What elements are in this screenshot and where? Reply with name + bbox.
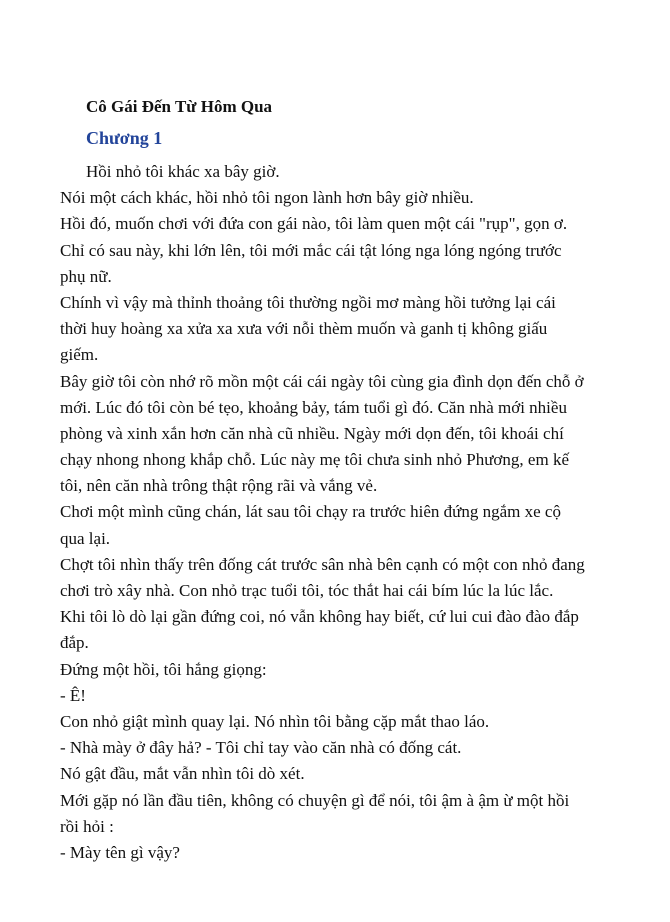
body-text [60,159,620,866]
text-line: mới. Lúc đó tôi còn bé tẹo, khoảng bảy, tám tuổi gì đó. Căn nhà mới nhiều [60,397,567,417]
text-line: Con nhỏ giật mình quay lại. Nó nhìn tôi bằng cặp mắt thao láo. [60,711,490,731]
text-line: Nói một cách khác, hồi nhỏ tôi ngon lành hơn bây giờ nhiều. [60,188,474,208]
text-line: Khi tôi lò dò lại gần đứng coi, nó vẫn không hay biết, cứ lui cui đào đào đắp [60,607,579,627]
text-line: tôi, nên căn nhà trông thật rộng rãi và vắng vẻ. [60,476,378,496]
text-line: chạy nhong nhong khắp chỗ. Lúc này mẹ tôi chưa sinh nhỏ Phương, em kế [60,450,569,470]
text-line: phòng và xinh xắn hơn căn nhà cũ nhiều. Ngày mới dọn đến, tôi khoái chí [60,423,564,443]
text-line: Chính vì vậy mà thỉnh thoảng tôi thường ngồi mơ màng hồi tưởng lại cái [60,292,556,312]
text-line: Chơi một mình cũng chán, lát sau tôi chạy ra trước hiên đứng ngắm xe cộ [60,502,561,522]
text-line: đắp. [60,633,89,653]
text-line: thời huy hoàng xa xửa xa xưa với nỗi thèm muốn và ganh tị không giấu [60,319,548,339]
text-line: Hồi đó, muốn chơi với đứa con gái nào, tôi làm quen một cái "rụp", gọn ơ. [60,214,568,234]
text-line: Nó gật đầu, mắt vẫn nhìn tôi dò xét. [60,764,305,784]
text-line: giếm. [60,345,99,365]
text-line: qua lại. [60,528,111,548]
text-line: Đứng một hồi, tôi hắng giọng: [60,659,267,679]
text-line: chơi trò xây nhà. Con nhỏ trạc tuổi tôi, tóc thắt hai cái bím lúc la lúc lắc. [60,581,554,600]
book-title: Cô Gái Đến Từ Hôm Qua [86,97,273,116]
text-line: rồi hỏi : [60,816,114,836]
text-line: Hồi nhỏ tôi khác xa bây giờ. [86,162,280,181]
text-line: - Mày tên gì vậy? [60,842,180,862]
text-line: - Ê! [60,685,86,705]
chapter-heading: Chương 1 [86,128,163,148]
text-line: Bây giờ tôi còn nhớ rõ mồn một cái cái ngày tôi cùng gia đình dọn đến chỗ ở [60,371,584,391]
text-line: - Nhà mày ở đây hả? - Tôi chỉ tay vào căn nhà có đống cát. [60,738,462,758]
text-line: Mới gặp nó lần đầu tiên, không có chuyện gì để nói, tôi ậm à ậm ừ một hồi [60,790,570,810]
text-line: phụ nữ. [60,266,112,286]
text-line: Chợt tôi nhìn thấy trên đống cát trước sân nhà bên cạnh có một con nhỏ đang [60,554,585,574]
text-line: Chỉ có sau này, khi lớn lên, tôi mới mắc cái tật lóng nga lóng ngóng trước [60,240,562,260]
